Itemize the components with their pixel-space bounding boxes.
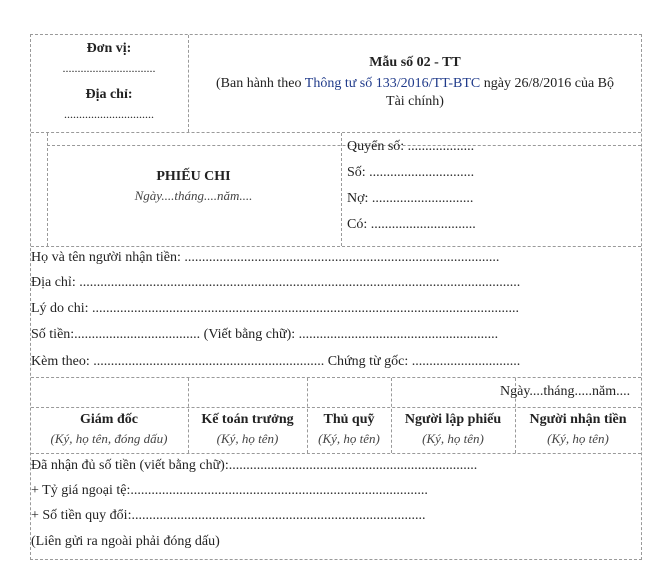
- converted-amount: + Số tiền quy đổi:....................................................................................: [31, 508, 426, 523]
- unit-label: Đơn vị:: [86, 41, 132, 56]
- signature-note: (Ký, họ tên): [216, 431, 279, 446]
- sign-date: Ngày....tháng.....năm....: [500, 384, 631, 399]
- voucher-title: PHIẾU CHI: [156, 169, 231, 184]
- signature-note: (Ký, họ tên): [547, 431, 609, 446]
- book-number: Quyển số: ...................: [347, 139, 475, 154]
- signature-note: (Ký, họ tên, đóng dấu): [50, 431, 168, 446]
- address-dots: ..............................: [64, 107, 154, 121]
- reason-field: Lý do chi: ..........................................................................................................................: [31, 301, 520, 316]
- signature-title: Giám đốc: [80, 412, 138, 427]
- voucher-number: Số: ..............................: [347, 165, 475, 180]
- exchange-rate: + Tỷ giá ngoại tệ:.....................................................................................: [31, 483, 428, 498]
- voucher-date: Ngày....tháng....năm....: [134, 188, 253, 203]
- stamp-note: (Liên gửi ra ngoài phải đóng dấu): [31, 534, 220, 549]
- divider: [31, 453, 641, 454]
- signature-title: Người nhận tiền: [529, 412, 627, 427]
- issued-line-2: Tài chính): [386, 94, 444, 109]
- signature-title: Người lập phiếu: [404, 412, 502, 427]
- divider: [31, 407, 641, 408]
- received-amount: Đã nhận đủ số tiền (viết bằng chữ):.......................................................................: [31, 458, 478, 473]
- circular-link[interactable]: Thông tư số 133/2016/TT-BTC: [304, 76, 481, 91]
- divider: [47, 145, 641, 146]
- divider: [31, 132, 641, 133]
- attached-field: Kèm theo: .................................................................. Chứng từ gốc: ...............................: [31, 354, 521, 369]
- form-number: Mẫu số 02 - TT: [369, 55, 461, 70]
- amount-field: Số tiền:.................................... (Viết bằng chữ): .........................................................: [31, 327, 499, 342]
- issued-prefix: (Ban hành theo: [215, 76, 305, 91]
- issued-basis: [188, 75, 642, 93]
- divider: [341, 133, 342, 246]
- signature-title: Kế toán trưởng: [201, 412, 294, 427]
- debit-account: Nợ: .............................: [347, 191, 474, 206]
- divider: [31, 377, 641, 378]
- address-field: Địa chỉ: ..............................................................................................................................: [31, 275, 521, 290]
- signature-note: (Ký, họ tên): [422, 431, 484, 446]
- signature-note: (Ký, họ tên): [318, 431, 380, 446]
- issued-suffix: ngày 26/8/2016 của Bộ: [480, 76, 614, 91]
- divider: [31, 246, 641, 247]
- signature-title: Thủ quỹ: [323, 412, 375, 427]
- credit-account: Có: ..............................: [347, 217, 476, 232]
- unit-dots: ...............................: [62, 61, 156, 75]
- recipient-field: Họ và tên người nhận tiền: ..........................................................................................: [31, 250, 500, 265]
- address-label: Địa chỉ:: [85, 87, 133, 102]
